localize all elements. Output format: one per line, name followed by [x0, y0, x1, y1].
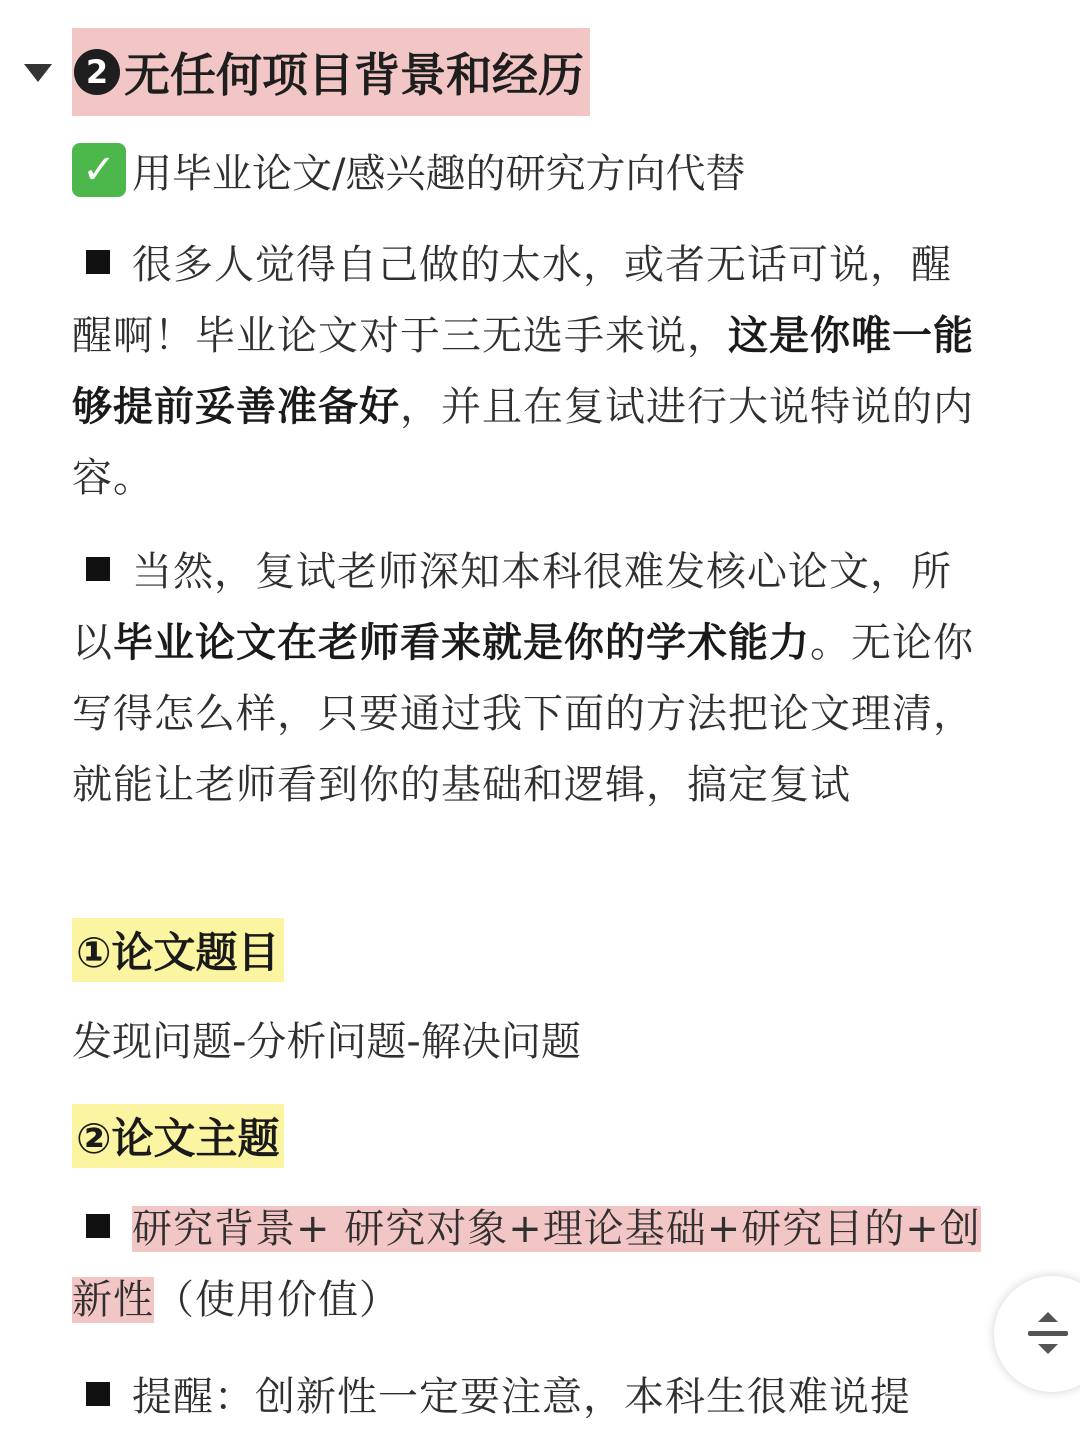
paragraph-1	[72, 230, 982, 514]
square-bullet-icon	[86, 557, 110, 581]
paragraph-1-text-b: ，并且在复试进行大说特说的内容。	[72, 384, 974, 501]
check-mark-icon: ✓	[72, 143, 126, 197]
callout-line	[72, 140, 745, 200]
section-2-body	[72, 1194, 982, 1336]
paragraph-2-text-b: 。无论你写得怎么样，只要通过我下面的方法把论文理清，就能让老师看到你的基础和逻辑，搞定复试	[72, 620, 974, 808]
section-2-suffix: （使用价值）	[154, 1277, 400, 1323]
paragraph-1-bold: 这是你唯一能够提前妥善准备好	[72, 313, 974, 430]
expand-collapse-button[interactable]	[994, 1276, 1080, 1392]
paragraph-1-text-a: 很多人觉得自己做的太水，或者无话可说，醒醒啊！毕业论文对于三无选手来说，	[72, 242, 952, 359]
paragraph-3	[72, 1362, 982, 1433]
heading-text: 无任何项目背景和经历	[124, 48, 584, 102]
paragraph-3-text: 提醒：创新性一定要注意，本科生很难说提	[132, 1374, 911, 1420]
paragraph-2-text-a: 当然，复试老师深知本科很难发核心论文，所以	[72, 549, 952, 666]
section-2-highlight: 研究背景+ 研究对象+理论基础+研究目的+创新性	[72, 1206, 981, 1323]
section-1-body: 发现问题-分析问题-解决问题	[72, 1019, 581, 1065]
section-2-title: ②论文主题	[72, 1104, 284, 1168]
caret-down-icon[interactable]	[24, 64, 52, 82]
square-bullet-icon	[86, 1382, 110, 1406]
expand-collapse-icon	[1024, 1310, 1072, 1358]
square-bullet-icon	[86, 250, 110, 274]
callout-text: 用毕业论文/感兴趣的研究方向代替	[132, 150, 746, 197]
toggle-heading	[72, 28, 590, 116]
paragraph-2	[72, 537, 982, 821]
square-bullet-icon	[86, 1214, 110, 1238]
circled-number-badge: 2	[74, 49, 120, 95]
section-1-title: ①论文题目	[72, 918, 284, 982]
paragraph-2-bold: 毕业论文在老师看来就是你的学术能力	[113, 620, 810, 666]
